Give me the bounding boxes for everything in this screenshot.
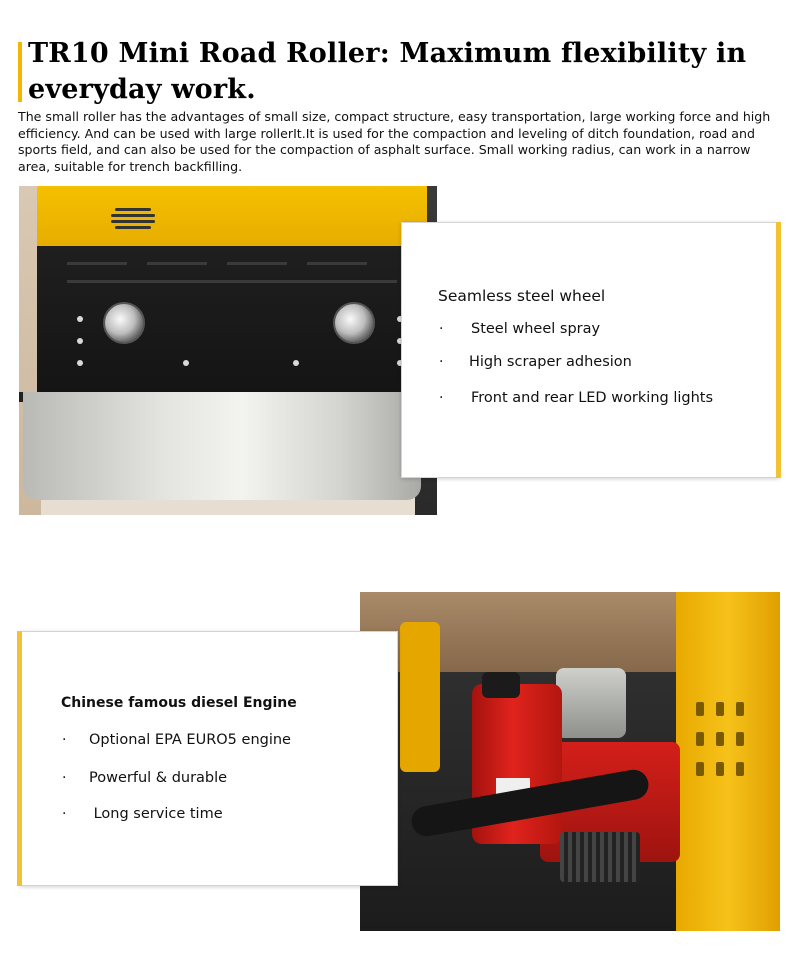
feature-wheel-list: · Steel wheel spray · High scraper adhesion · Front and rear LED working lights — [439, 321, 714, 406]
led-light-left — [103, 302, 145, 344]
title-accent-bar — [18, 42, 22, 102]
card-accent-bar — [776, 222, 781, 478]
bullet-dot: · — [62, 806, 67, 822]
intro-paragraph: The small roller has the advantages of small size, compact structure, easy transportation, large working force and high efficiency. And can be used with large rollerIt.It is used for the compaction and leveling of ditch foundation, road and sports field, and can also be used for the compaction of asphalt surface. Small working radius, can work in a narrow area, suitable for trench backfilling. — [18, 109, 771, 174]
roller-front-photo — [19, 186, 437, 515]
fuel-cap — [482, 672, 520, 698]
led-light-right — [333, 302, 375, 344]
steel-drum — [23, 392, 421, 500]
yellow-hood — [37, 186, 427, 248]
bullet-dot: · — [439, 321, 444, 337]
bullet-dot: · — [62, 770, 67, 786]
feature-card-engine — [20, 631, 398, 886]
feature-engine-heading: Chinese famous diesel Engine — [61, 695, 297, 711]
feature-card-wheel — [401, 222, 779, 478]
diesel-engine-photo — [360, 592, 780, 931]
bullet-dot: · — [439, 354, 444, 370]
bullet-dot: · — [62, 732, 67, 748]
page-title: TR10 Mini Road Roller: Maximum flexibility in everyday work. — [28, 38, 747, 105]
bullet-dot: · — [439, 390, 444, 406]
roller-frame — [37, 246, 419, 396]
feature-wheel-heading: Seamless steel wheel — [438, 287, 606, 305]
card-accent-bar — [17, 631, 22, 886]
feature-engine-list: · Optional EPA EURO5 engine · Powerful & durable · Long service time — [62, 732, 291, 822]
yellow-hood-open — [676, 592, 780, 931]
